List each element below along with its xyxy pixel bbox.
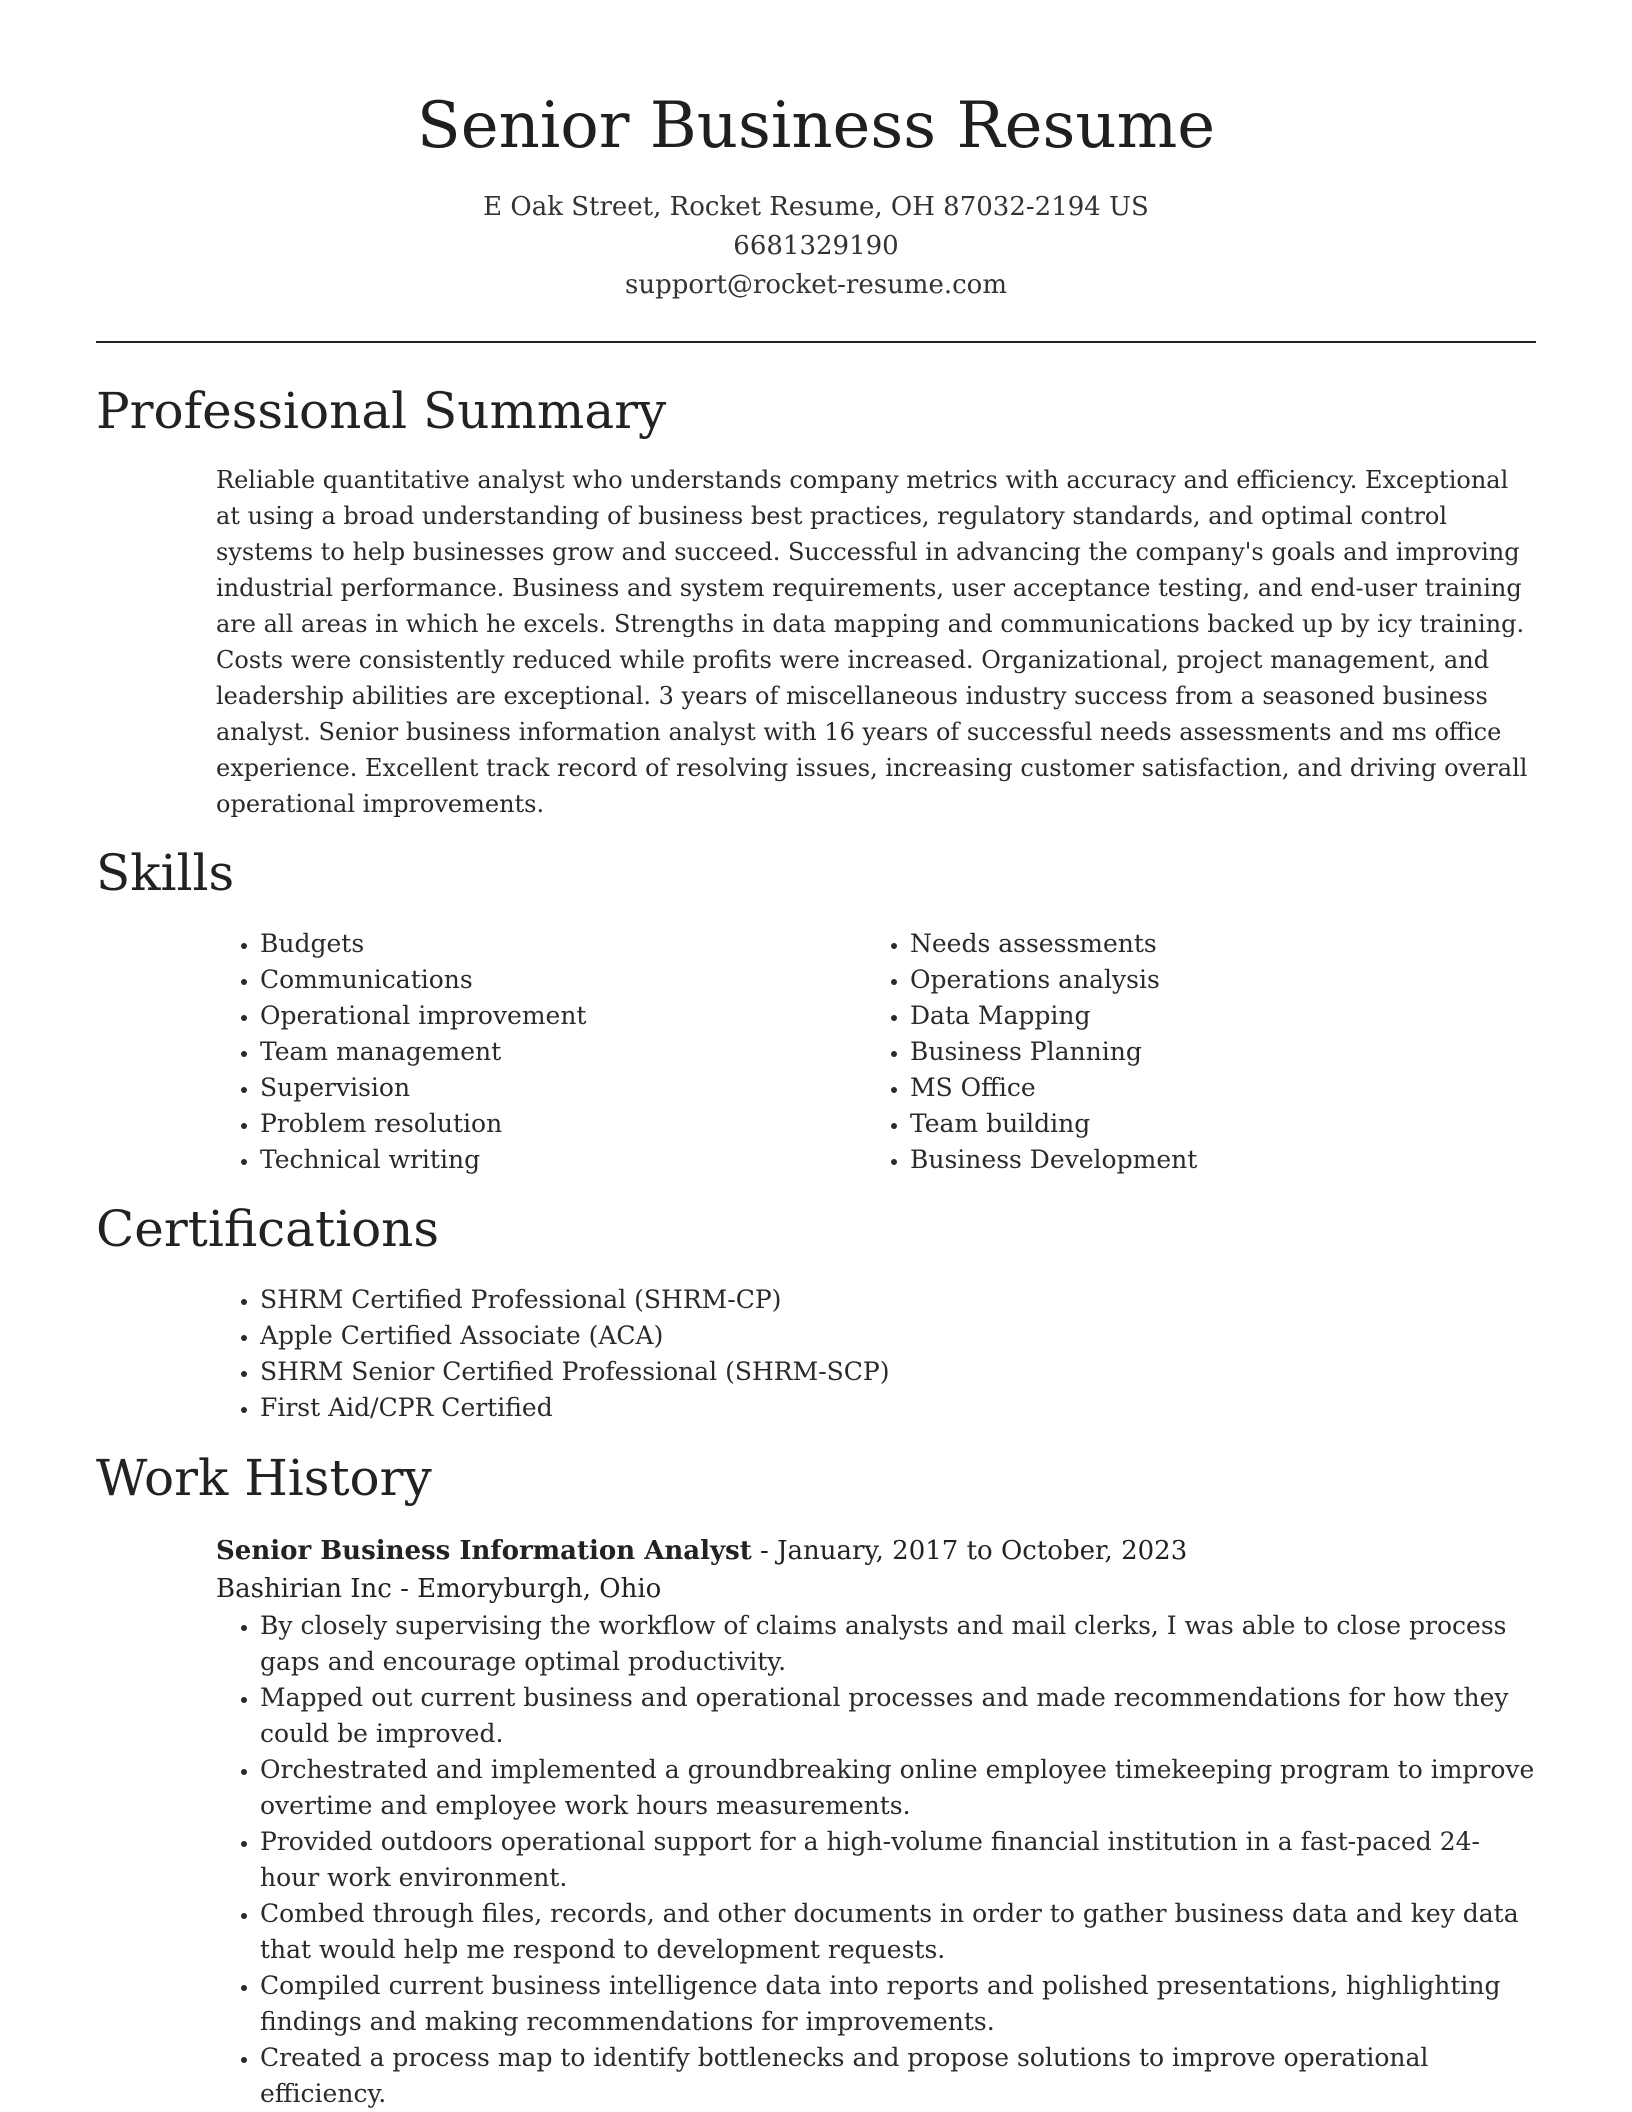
resume-title: Senior Business Resume [416, 89, 1216, 163]
skills-column-left [216, 926, 816, 1178]
job-location: - Emoryburgh, Ohio [391, 1574, 662, 1604]
certification-item: • First Aid/CPR Certified [260, 1390, 1416, 1426]
skill-item: • Business Development [910, 1142, 1466, 1178]
section-title-skills: Skills [96, 844, 235, 902]
job-title: Senior Business Information Analyst [216, 1536, 752, 1566]
skills-column-right [866, 926, 1466, 1178]
job-company-line [216, 1570, 1536, 1608]
job-bullet: • Combed through files, records, and other documents in order to gather business data and key data that would help me respond to development requests. [260, 1896, 1536, 1968]
contact-email: support@rocket-resume.com [624, 270, 1007, 300]
summary-paragraph: Reliable quantitative analyst who understands company metrics with accuracy and efficiency. Exceptional at using a broad understanding of business best practices, regulatory standards, and optimal control systems to help businesses grow and succeed. Successful in advancing the company's goals and improving industrial performance. Business and system requirements, user acceptance testing, and end-user training are all areas in which he excels. Strengths in data mapping and communications backed up by icy training. Costs were consistently reduced while profits were increased. Organizational, project management, and leadership abilities are exceptional. 3 years of miscellaneous industry success from a seasoned business analyst. Senior business information analyst with 16 years of successful needs assessments and ms office experience. Excellent track record of resolving issues, increasing customer satisfaction, and driving overall operational improvements. [216, 466, 1528, 818]
contact-address: E Oak Street, Rocket Resume, OH 87032-2194 US [483, 192, 1149, 222]
certification-item: • SHRM Senior Certified Professional (SHRM-SCP) [260, 1354, 1416, 1390]
skill-item: • Operational improvement [260, 998, 816, 1034]
header-divider [96, 341, 1536, 343]
skill-item: • Communications [260, 962, 816, 998]
skill-item: • Team building [910, 1106, 1466, 1142]
skill-item: • Team management [260, 1034, 816, 1070]
skill-item: • Problem resolution [260, 1106, 816, 1142]
job-bullet: • Created a process map to identify bottlenecks and propose solutions to improve operational efficiency. [260, 2040, 1536, 2112]
skill-item: • Data Mapping [910, 998, 1466, 1034]
job-dates: - January, 2017 to October, 2023 [751, 1536, 1188, 1566]
skill-item: • Operations analysis [910, 962, 1466, 998]
section-title-work-history: Work History [96, 1449, 432, 1507]
skill-item: • MS Office [910, 1070, 1466, 1106]
skill-item: • Needs assessments [910, 926, 1466, 962]
job-bullet: • By closely supervising the workflow of claims analysts and mail clerks, I was able to close process gaps and encourage optimal productivity. [260, 1608, 1536, 1680]
job-bullet: • Compiled current business intelligence data into reports and polished presentations, highlighting findings and making recommendations for improvements. [260, 1968, 1536, 2040]
contact-phone: 6681329190 [733, 231, 899, 261]
certification-item: • SHRM Certified Professional (SHRM-CP) [260, 1282, 1416, 1318]
job-bullet: • Mapped out current business and operational processes and made recommendations for how they could be improved. [260, 1680, 1536, 1752]
job-entry [216, 1532, 1536, 2112]
section-title-summary: Professional Summary [96, 382, 667, 440]
certification-item: • Apple Certified Associate (ACA) [260, 1318, 1416, 1354]
skill-item: • Supervision [260, 1070, 816, 1106]
skill-item: • Business Planning [910, 1034, 1466, 1070]
job-bullet: • Orchestrated and implemented a groundbreaking online employee timekeeping program to improve overtime and employee work hours measurements. [260, 1752, 1536, 1824]
skill-item: • Budgets [260, 926, 816, 962]
job-bullets [216, 1608, 1536, 2112]
job-bullet: • Provided outdoors operational support for a high-volume financial institution in a fast-paced 24-hour work environment. [260, 1824, 1536, 1896]
job-company: Bashirian Inc [216, 1574, 392, 1604]
certifications-list [216, 1282, 1416, 1426]
skill-item: • Technical writing [260, 1142, 816, 1178]
resume-header [96, 86, 1536, 305]
section-title-certifications: Certifications [96, 1200, 440, 1258]
job-heading [216, 1532, 1536, 1570]
